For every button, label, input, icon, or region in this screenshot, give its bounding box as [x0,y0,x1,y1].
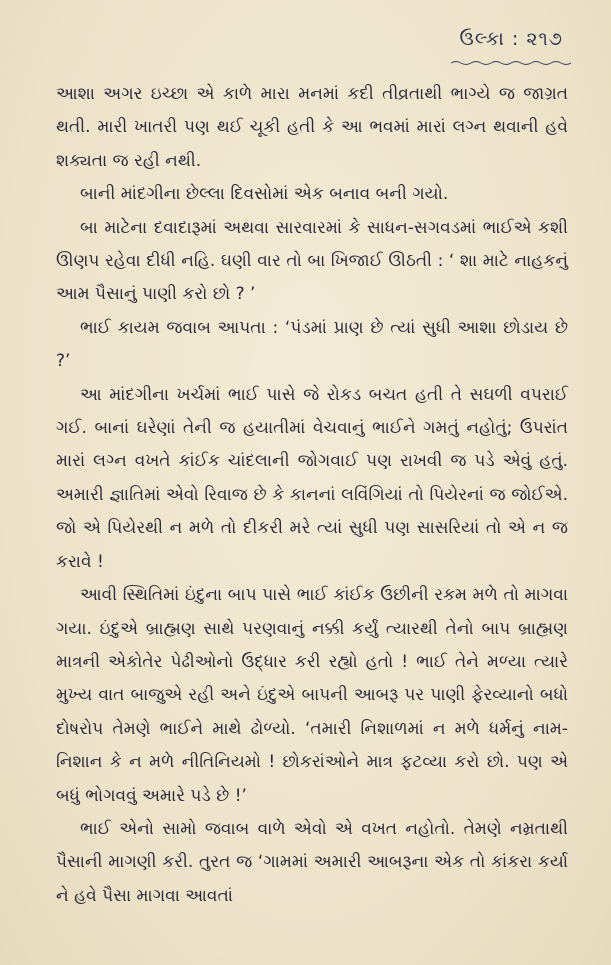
paragraph: આશા અગર ઇચ્છા એ કાળે મારા મનમાં કદી તીવ્રતાથી ભાગ્યે જ જાગ્રત થતી. મારી ખાતરી પણ થઈ ચૂકી હતી કે આ ભવમાં મારાં લગ્ન થવાની હવે શક્યતા જ રહી નથી. [56,84,568,171]
header-wavy-rule [451,60,571,66]
paragraph: બા માટેના દવાદારૂમાં અથવા સારવારમાં કે સાધન-સગવડમાં ભાઈએ કશી ઊણપ રહેવા દીધી નહિ. ઘણી વાર તો બા ખિજાઈ ઊઠતી : ‘ શા માટે નાહકનું આમ પૈસાનું પાણી કરો છો ? ’ [56,217,568,305]
paragraph: બાની માંદગીના છેલ્લા દિવસોમાં એક બનાવ બની ગયો. [80,184,449,205]
paragraph: આવી સ્થિતિમાં ઇંદુના બાપ પાસે ભાઈ કાંઈક ઉછીની રકમ મળે તો માગવા ગયા. ઇંદુએ બ્રાહ્મણ સાથે પરણવાનું નક્કી કર્યું ત્યારથી તેનો બાપ બ્રાહ્મણ માત્રની એકોતેર પેઢીઓનો ઉદ્ધાર કરી રહ્યો હતો ! ભાઈ તેને મળ્યા ત્યારે મુખ્ય વાત બાજુએ રહી અને ઇંદુએ બાપની આબરૂ પર પાણી ફેરવ્યાનો બધો દોષરોપ તેમણે ભાઈને માથે ઢોળ્યો. ‘તમારી નિશાળમાં ન મળે ધર્મનું નામ-નિશાન કે ન મળે નીતિનિયમો ! છોકરાંઓને માત્ર ફટવ્યા કરો છો. પણ એ બધું ભોગવવું અમારે પડે છે !’ [56,585,568,806]
paragraph: ભાઈ કાયમ જવાબ આપતા : ‘પંડમાં પ્રાણ છે ત્યાં સુધી આશા છોડાય છે ?’ [56,317,568,372]
running-header: ઉલ્કા : ૨૧૭ [459,28,563,50]
body-text [56,78,568,913]
paragraph: આ માંદગીના ખર્ચમાં ભાઈ પાસે જે રોકડ બચત હતી તે સઘળી વપરાઈ ગઈ. બાનાં ઘરેણાં તેની જ હયાતીમાં વેચવાનું ભાઈને ગમતું નહોતું; ઉપરાંત મારાં લગ્ન વખતે કાંઈક ચાંદલાની જોગવાઈ પણ રાખવી જ પડે એવું હતું. અમારી જ્ઞાતિમાં એવો રિવાજ છે કે કાનનાં લવિંગિયાં તો પિયેરનાં જ જોઈએ. જો એ પિયેરથી ન મળે તો દીકરી મરે ત્યાં સુધી પણ સાસરિયાં તો એ ન જ કરાવે ! [56,384,568,572]
paragraph: ભાઈ એનો સામો જવાબ વાળે એવો એ વખત નહોતો. તેમણે નમ્રતાથી પૈસાની માગણી કરી. તુરત જ ‘ગામમાં અમારી આબરૂના એક તો કાંકરા કર્યા ને હવે પૈસા માગવા આવતાં [56,818,568,906]
